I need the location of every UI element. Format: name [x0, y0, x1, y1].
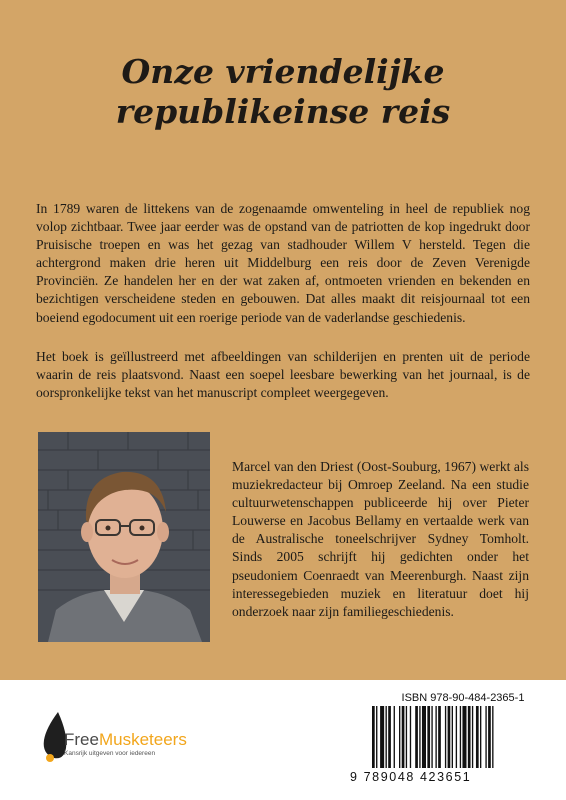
- publisher-name-free: Free: [64, 730, 99, 749]
- title-line-2: republikeinse reis: [115, 92, 451, 131]
- description-paragraph-2: Het boek is geïllustreerd met afbeeldingen van schilderijen en prenten uit de periode waarin de reis plaatsvond. Naast een soepel leesbare bewerking van het journaal, is de oorspronkelijke tekst van het manuscript compleet weergegeven.: [36, 349, 530, 401]
- publisher-tagline: Kansrijk uitgeven voor iedereen: [64, 750, 156, 757]
- barcode-number: 9 789048 423651: [350, 770, 472, 784]
- publisher-name: [64, 730, 187, 750]
- author-photo: [38, 432, 210, 642]
- author-bio: Marcel van den Driest (Oost-Souburg, 1967) werkt als muziekredacteur bij Omroep Zeeland. Na een studie cultuurwetenschappen publiceerde hij over Pieter Louwerse en Jacobus Bellamy en vertaalde werk van de Australische toneelschrijver Sydney Tomholt. Sinds 2005 schrijft hij gedichten onder het pseudoniem Coenraedt van Meerenburgh. Naast zijn interessegebieden muziek en literatuur doet hij onderzoek naar zijn familiegeschiedenis.: [232, 459, 529, 619]
- book-title: [40, 52, 526, 132]
- barcode: [368, 706, 546, 768]
- publisher-name-musketeers: Musketeers: [98, 730, 187, 749]
- isbn-label: ISBN 978-90-484-2365-1: [401, 692, 525, 704]
- title-line-1: Onze vriendelijke: [121, 52, 445, 91]
- description-paragraph-1: In 1789 waren de littekens van de zogenaamde omwenteling in heel de republiek nog volop zichtbaar. Twee jaar eerder was de opstand van de patriotten de kop ingedrukt door Pruisische troepen en was het gezag van stadhouder Willem V hersteld. Tegen die achtergrond maken drie heren uit Middelburg een reis door de Zeven Verenigde Provinciën. Ze handelen her en der wat zaken af, ontmoeten vrienden en bekenden en bezichtigen verscheidene steden en gebouwen. Dat alles maakt dit reisjournaal tot een boeiend egodocument uit een roerige periode van de vaderlandse geschiedenis.: [36, 201, 530, 325]
